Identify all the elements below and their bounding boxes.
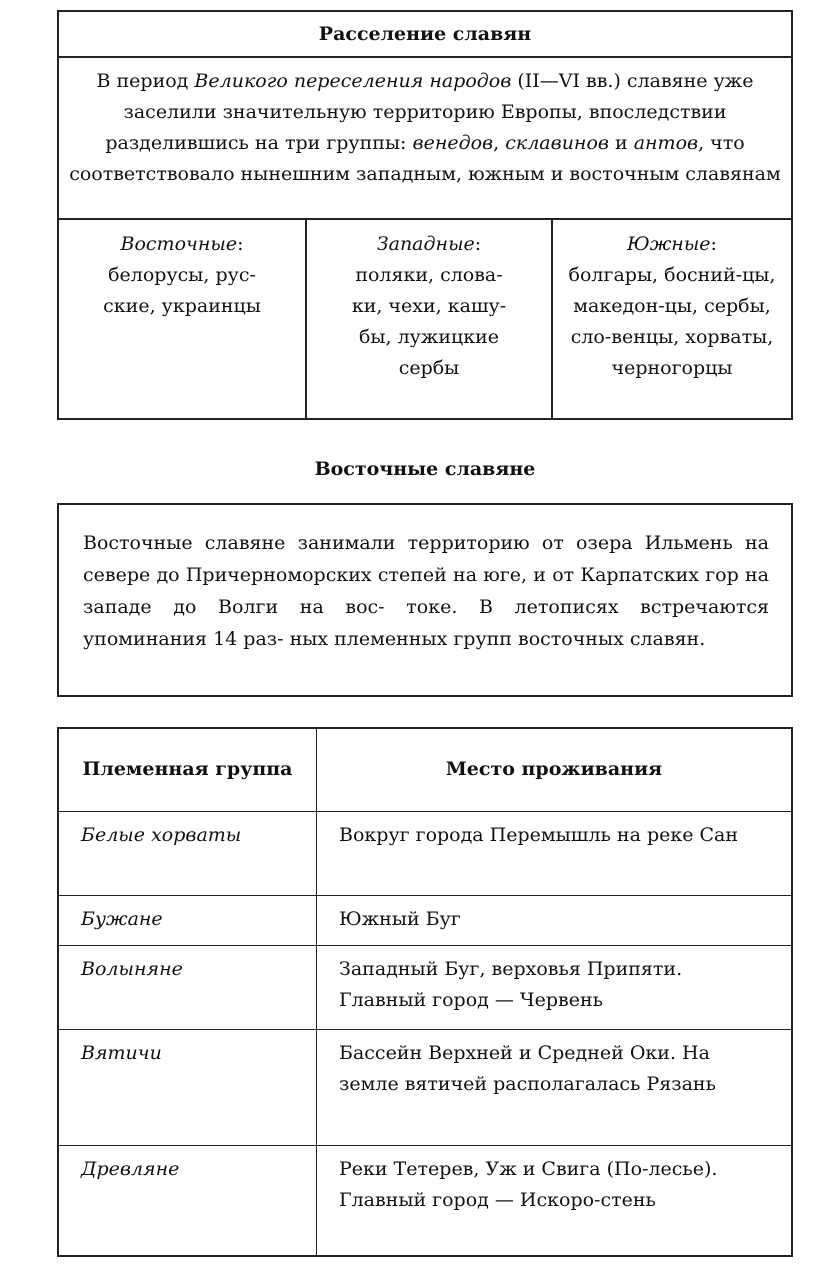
- table-row: [59, 945, 791, 1029]
- sklaviny-term: склавинов: [505, 132, 609, 154]
- group-peoples: болгары, босний-цы, македон-цы, сербы, сло-венцы, хорваты, черногорцы: [568, 264, 776, 379]
- group-south: Южные: болгары, босний-цы, македон-цы, сербы, сло-венцы, хорваты, черногорцы: [551, 220, 791, 420]
- anty-term: антов: [633, 132, 699, 154]
- header-tribe: Племенная группа: [59, 729, 317, 811]
- migration-term: Великого переселения народов: [194, 70, 512, 92]
- table-row: [59, 895, 791, 945]
- tribe-name: Волыняне: [59, 945, 317, 1029]
- table-row: [59, 1029, 791, 1145]
- tribe-place: Западный Буг, верховья Припяти. Главный город — Червень: [317, 945, 792, 1029]
- group-east: Восточные: белорусы, рус-ские, украинцы: [59, 220, 305, 420]
- tribe-name: Древляне: [59, 1145, 317, 1255]
- group-name: Западные: [376, 233, 475, 255]
- table-header-row: [59, 729, 791, 811]
- group-name: Южные: [627, 233, 711, 255]
- tribe-place: Южный Буг: [317, 895, 792, 945]
- table-row: [59, 811, 791, 895]
- venedy-term: венедов: [412, 132, 494, 154]
- tribe-name: Вятичи: [59, 1029, 317, 1145]
- tribe-name: Белые хорваты: [59, 811, 317, 895]
- group-west: Западные: поляки, слова-ки, чехи, кашу-бы, лужицкие сербы: [305, 220, 551, 420]
- east-slavs-text: Восточные славяне занимали территорию от озера Ильмень на севере до Причерноморских степей на юге, и от Карпатских гор на западе до Волги на вос- токе. В летописях встречаются упоминания 14 раз- ных племенных групп восточных славян.: [57, 503, 793, 697]
- tribes-table: [57, 727, 793, 1257]
- settlement-title: Расселение славян: [59, 12, 791, 58]
- tribe-name: Бужане: [59, 895, 317, 945]
- tribe-place: Вокруг города Перемышль на реке Сан: [317, 811, 792, 895]
- settlement-table: [57, 10, 793, 420]
- slav-groups: [59, 220, 791, 420]
- east-slavs-title: Восточные славяне: [314, 458, 536, 480]
- tribe-place: Реки Тетерев, Уж и Свига (По-лесье). Главный город — Искоро-стень: [317, 1145, 792, 1255]
- settlement-intro: В период Великого переселения народов (II—VI вв.) славяне уже заселили значительную территорию Европы, впоследствии разделившись на три группы: венедов, склавинов и антов, что соответствовало нынешним западным, южным и восточным славянам: [59, 58, 791, 220]
- group-peoples: поляки, слова-ки, чехи, кашу-бы, лужицкие сербы: [351, 264, 507, 379]
- group-name: Восточные: [120, 233, 238, 255]
- tribe-place: Бассейн Верхней и Средней Оки. На земле вятичей располагалась Рязань: [317, 1029, 792, 1145]
- header-place: Место проживания: [317, 729, 792, 811]
- group-peoples: белорусы, рус-ские, украинцы: [103, 264, 261, 317]
- table-row: [59, 1145, 791, 1255]
